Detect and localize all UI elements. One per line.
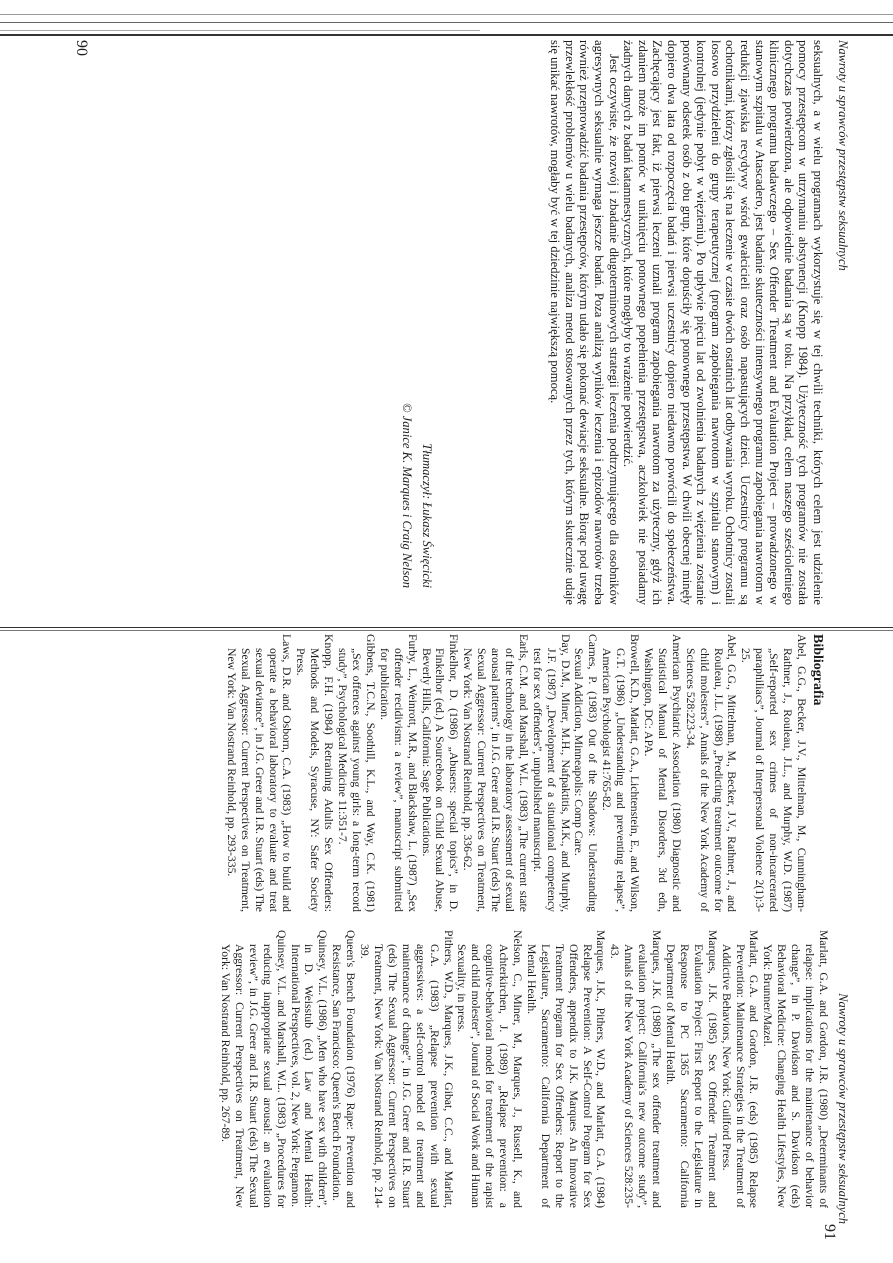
page-number: 90 xyxy=(73,40,90,56)
reference-entry: Laws, D.R. and Osborn, C.A. (1983) „How to build and operate a behavioral laboratory to evaluate and treat sexual deviance”, in J.G. Greer and I.R. Stuart (eds) The Sexual Aggressor: Current Perspectives on Treatment, New York: Van Nostrand Reinhold, pp. 293-335. xyxy=(224,634,294,912)
reference-entry: Pithers, W.D., Marques, J.K., Gibat, C.C., and Marlatt, G.A. (1983) „Relapse prevention with sexual aggressives: a self-control model of treatment and maintenance of change”, in J.G. Greer and I.R. Stuart (eds) The Sexual Aggressor: Current Perspectives on Treatment, New York: Van Nostrand Reinhold, pp. 214-39. xyxy=(358,930,455,1208)
paragraph: seksualnych, a w wielu programach wykorzystuje się w tej chwili techniki, których celem jest udzielenie pomocy przestępcom w utrzymaniu abstynencji (Knopp 1984). Użyteczność tych programów nie została dotychczas potwierdzona, ale odpowiednie badania są w toku. Na przykład, celem naszego sześcioletniego klinicznego programu badawczego – Sex Offender Treatment and Evaluation Project – prowadzonego w stanowym szpitalu w Atascadero, jest badanie skuteczności intensywnego programu zapobiegania nawrotom w redukcji zjawiska recydywy wśród gwałcicieli oraz osób napastujących dzieci. Uczestnicy programu są ochotnikami, którzy zgłosili się na leczenie w czasie dwóch ostatnich lat odbywania wyroku. Ochotnicy zostali losowo przydzieleni do grupy terapeutycznej (program zapobiegania nawrotom w szpitalu stanowym) i kontrolnej (jedynie pobyt w więzieniu). Po upływie pięciu lat od zwolnienia badanych z więzienia zostanie porównany odsetek osób z obu grup, które dopuściły się ponownego przestępstwa. W chwili obecnej minęły dopiero dwa lata od rozpoczęcia badań i pierwsi uczestnicy dopiero niedawno powrócili do społeczeństwa. Zachęcający jest fakt, iż pierwsi leczeni uznali program zapobiegania nawrotom za użyteczny, gdyż ich zdaniem może im pomóc w uniknięciu ponownego popełnienia przestępstwa, aczkolwiek nie posiadamy żadnych danych z badań katamnestycznych, które mogłyby to wrażenie potwierdzić. xyxy=(621,40,825,605)
reference-entry: Carnes, P. (1983) Out of the Shadows: Understanding Sexual Addiction, Minneapolis: Comp Care. xyxy=(572,634,600,912)
reference-entry: Abel, G.G., Mittelman, M., Becker, J.V., Rathner, J., and Rouleau, J.L. (1988) „Predicting treatment outcome for child molesters”, Annals of the New York Academy of Sciences 528:223-34. xyxy=(683,634,739,912)
reference-entry: American Psychiatric Association (1980) Diagnostic and Statistical Manual of Mental Disorders, 3rd edn, Washington, DC: APA. xyxy=(642,634,683,912)
reference-entry: Marlatt, G.A. and Gordon, J.R. (1980) „Determinants of relapse: implications for the maintenance of behavior change”, in P. Davidson and S. Davidson (eds) Behavioral Medicine: Changing Health Lifestyles, New York: Brunner/Mazel. xyxy=(761,930,830,1208)
reference-entry: Browell, K.D., Marlatt, G.A., Lichtenstein, E., and Wilson, G.T. (1986) „Understanding and preventing relapse”, American Psychologist 41:765-82. xyxy=(600,634,642,912)
reference-entry: Marques, J.K. (1988) „The sex offender treatment and evaluation project: California's new outcome study”, Annals of the New York Academy of Sciences 528:235-43. xyxy=(608,930,664,1208)
body-text xyxy=(548,40,825,605)
bibliography-heading: Bibliografia xyxy=(810,634,825,706)
reference-entry: Marques, J.K. (1985) Sex Offender Treatment and Evaluation Project: First Report to the Legislature in Response to PC 1365 Sacramento: California Department of Mental Health. xyxy=(664,930,719,1208)
bibliography-column-right xyxy=(218,930,830,1208)
reference-entry: Marlatt, G.A. and Gordon, J.R. (eds) (1985) Relapse Prevention: Maintenance Strategies in the Treatment of Addictive Behaviors, New York: Guilford Press. xyxy=(719,930,761,1208)
reference-entry: Nelson, C., Miner, M., Marques, J., Russell, K., and Achterkirchen, J. (1989) „Relapse prevention: a cognitive-behavioral model for treatment of the rapist and child molester”, Journal of Social Work and Human Sexuality, in press. xyxy=(455,930,525,1208)
reference-entry: Earls, C.M. and Marshall, W.L. (1983) „The current state of the technology in the laboratory assessment of sexual arousal patterns”, in J.G. Greer and I.R. Stuart (eds) The Sexual Aggressor: Current Perspectives on Treatment, New York: Van Nostrand Reinhold, pp. 336-62. xyxy=(461,634,530,912)
reference-entry: Quinsey, V.L. and Marshall, W.L. (1983) „Procedures for reducing inappropriate sexual arousal: an evaluation review”, in J.G. Greer and I.R. Stuart (eds) The Sexual Aggressor: Current Perspectives on Treatment, New York: Van Nostrand Reinhold, pp. 267-89. xyxy=(219,930,288,1208)
reference-entry: Gibbens, T.C.N., Soothill, K.L., and Way, C.K. (1981) „Sex offences against young girls: a long-term record study”, Psychological Medicine 11:351-7. xyxy=(336,634,377,912)
reference-entry: Day, D.M., Miner, M.H., Nafpaktitis, M.K., and Murphy, J.F. (1987) „Development of a situational competency test for sex offenders”, unpublished manuscript. xyxy=(530,634,572,912)
reference-entry: Knopp, F.H. (1984) Retraining Adults Sex Offenders: Methods and Models, Syracuse, NY: Safer Society Press. xyxy=(294,634,336,912)
reference-entry: Finkelhor, D. (1986) „Abusers: special topics”, in D. Finkelhor (ed.) A Sourcebook on Child Sexual Abuse, Beverly Hills, California: Sage Publications. xyxy=(419,634,461,912)
reference-entry: Abel, G.G., Becker, J.V., Mittelman, M., Cunningham-Rathner, J., Rouleau, J.L., and Murphy, W.D. (1987) „Self-reported sex crimes of non-incarcerated paraphiliacs”, Journal of Interpersonal Violence 2(1):3-25. xyxy=(739,634,808,912)
running-head: Nawroty u sprawców przestępstw seksualnych xyxy=(836,993,850,1224)
page-number: 91 xyxy=(821,1224,838,1240)
reference-entry: Queen's Bench Foundation (1976) Rape: Prevention and Resistance, San Francisco: Queen's Bench Foundation. xyxy=(330,930,358,1208)
translator-credit: Tłumaczył: Łukasz Święcicki xyxy=(420,443,434,588)
copyright-line: © Janice K. Marques i Craig Nelson xyxy=(400,402,414,588)
page-91 xyxy=(50,634,850,1262)
paragraph: Jest oczywiste, że rozwój i zbadanie długoterminowych strategii leczenia podtrzymującego dla osobników agresywnych seksualnie wymaga jeszcze badań. Poza analizą wyników leczenia i epizodów nawrotów trzeba również przeprowadzić badania przestępców, którym udało się pokonać dewiacje seksualne. Biorąc pod uwagę przewlekłość problemów u wielu badanych, analiza metod stosowanych przez tych, którym skutecznie udaje się unikać nawrotów, mogłaby być w tej dziedzinie największą pomocą. xyxy=(548,40,621,605)
running-head: Nawroty u sprawców przestępstw seksualnych xyxy=(836,40,850,271)
reference-entry: Quinsey, V.L. (1986) „Men who have sex with children”, in D. Weisstub (ed.) Law and Mental Health: International Perspectives, vol. 2, New York: Pergamon. xyxy=(288,930,330,1208)
reference-entry: Marques, J.K., Pithers, W.D., and Marlatt, G.A. (1984) Relapse Prevention: A Self-Control Program for Sex Offenders, appendix to J.K. Marques An Innovative Treatment Program for Sex Offenders: Report to the Legislature, Sacramento: California Department of Mental Health. xyxy=(524,930,608,1208)
bibliography-column-left xyxy=(224,634,808,912)
reference-entry: Furby, L., Weinrott, M.R., and Blackshaw, L. (1987) „Sex offender recidivism: a review”, manuscript submitted for publication. xyxy=(377,634,419,912)
page-90 xyxy=(50,0,850,628)
